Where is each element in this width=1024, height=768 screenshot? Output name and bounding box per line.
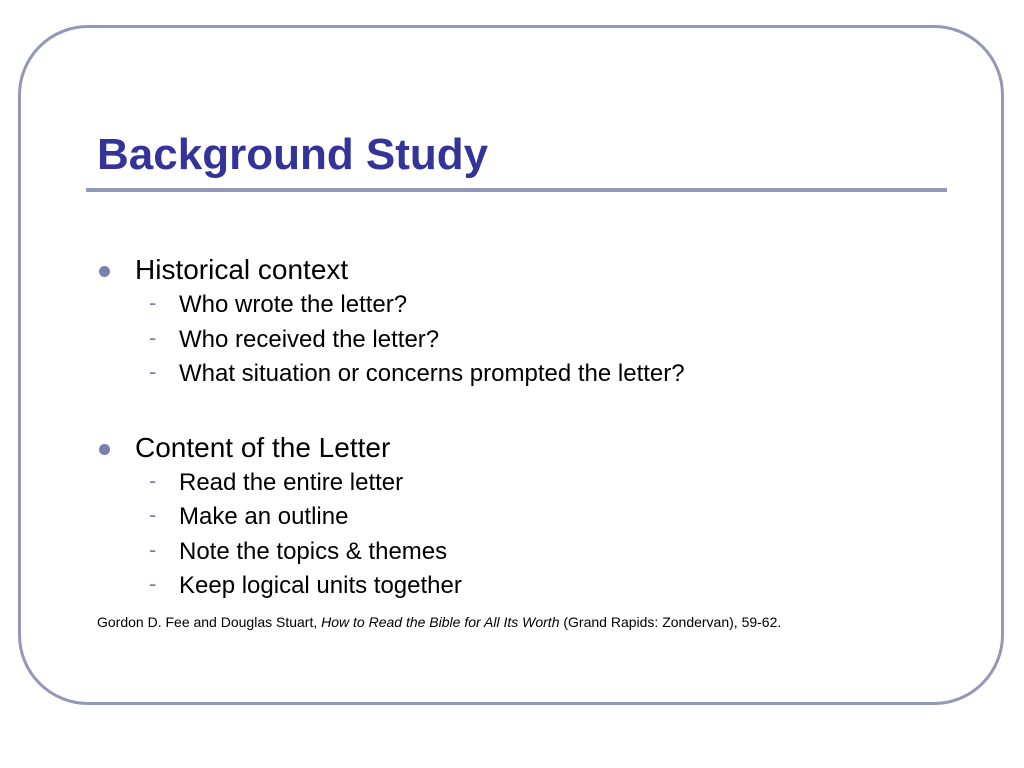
sub-bullet-text: Make an outline <box>179 503 349 530</box>
sub-bullet-text: What situation or concerns prompted the letter? <box>179 360 685 387</box>
sub-bullet-item <box>97 359 957 394</box>
bullet-heading: Historical context <box>135 254 349 285</box>
section-content-of-letter <box>97 428 957 606</box>
sub-bullet-item <box>97 325 957 360</box>
dash-icon: - <box>149 571 157 596</box>
sub-bullet-list <box>97 468 957 606</box>
sub-bullet-item <box>97 571 957 606</box>
sub-bullet-item <box>97 537 957 572</box>
slide-title: Background Study <box>97 130 489 179</box>
bullet-heading: Content of the Letter <box>135 431 391 463</box>
dash-icon: - <box>149 290 157 315</box>
slide-content <box>97 250 957 606</box>
section-historical-context <box>97 250 957 394</box>
bullet-dot-icon <box>99 444 110 455</box>
sub-bullet-text: Who wrote the letter? <box>179 291 408 318</box>
sub-bullet-item <box>97 468 957 503</box>
sub-bullet-text: Read the entire letter <box>179 468 404 496</box>
citation-book-title: How to Read the Bible for All Its Worth <box>321 614 560 630</box>
citation-publication: (Grand Rapids: Zondervan), 59-62. <box>559 614 782 630</box>
sub-bullet-item <box>97 290 957 325</box>
sub-bullet-item <box>97 502 957 537</box>
title-divider <box>86 188 947 192</box>
bullet-item <box>97 250 957 290</box>
citation-authors: Gordon D. Fee and Douglas Stuart, <box>97 614 322 630</box>
sub-bullet-text: Who received the letter? <box>179 325 440 353</box>
bullet-item <box>97 428 957 468</box>
dash-icon: - <box>149 359 157 384</box>
sub-bullet-text: Note the topics & themes <box>179 537 448 565</box>
dash-icon: - <box>149 324 157 350</box>
dash-icon: - <box>149 467 157 493</box>
citation <box>97 613 781 631</box>
dash-icon: - <box>149 502 157 527</box>
bullet-dot-icon <box>99 266 110 277</box>
dash-icon: - <box>149 536 157 562</box>
sub-bullet-text: Keep logical units together <box>179 572 462 599</box>
sub-bullet-list <box>97 290 957 394</box>
